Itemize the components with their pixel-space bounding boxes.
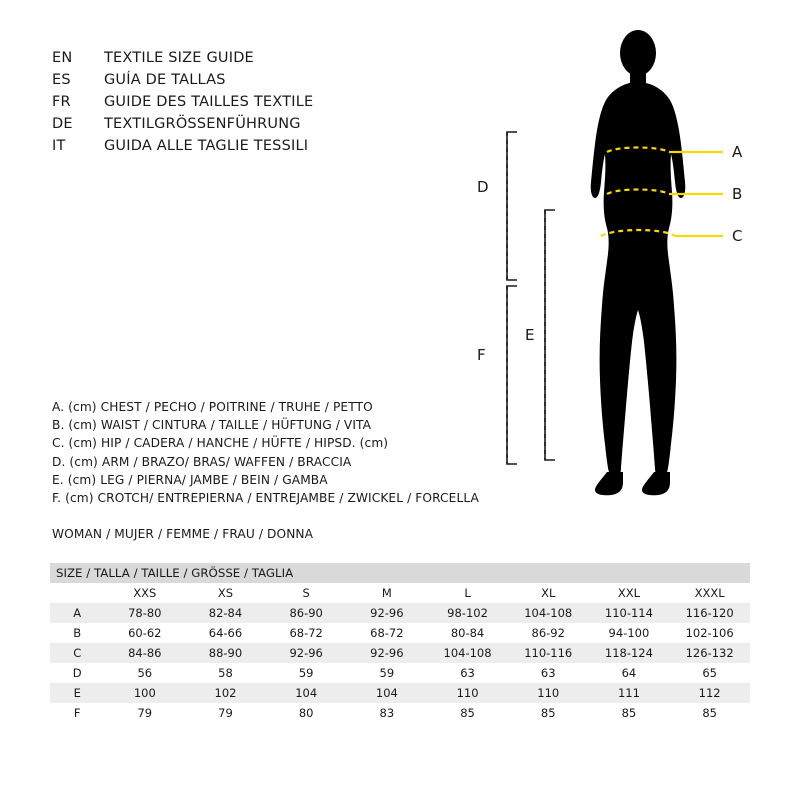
label-f: F xyxy=(477,346,486,364)
title-row-es xyxy=(52,72,472,94)
cell-c-s: 92-96 xyxy=(266,643,347,663)
column-xl: XL xyxy=(508,583,589,603)
cell-d-xxl: 64 xyxy=(589,663,670,683)
cell-a-xxxl: 116-120 xyxy=(669,603,750,623)
title-row-en xyxy=(52,50,472,72)
title-text-de: TEXTILGRÖSSENFÜHRUNG xyxy=(104,116,301,132)
size-table-wrap xyxy=(50,563,750,723)
cell-c-xxxl: 126-132 xyxy=(669,643,750,663)
cell-f-xxs: 79 xyxy=(104,703,185,723)
cell-f-xs: 79 xyxy=(185,703,266,723)
table-column-row xyxy=(50,583,750,603)
cell-f-l: 85 xyxy=(427,703,508,723)
cell-b-xxl: 94-100 xyxy=(589,623,670,643)
cell-e-m: 104 xyxy=(347,683,428,703)
cell-e-xxxl: 112 xyxy=(669,683,750,703)
legend-item-d: D. (cm) ARM / BRAZO/ BRAS/ WAFFEN / BRACCIA xyxy=(52,454,352,469)
cell-a-l: 98-102 xyxy=(427,603,508,623)
row-label-a: A xyxy=(50,603,104,623)
cell-f-s: 80 xyxy=(266,703,347,723)
cell-f-xxl: 85 xyxy=(589,703,670,723)
title-row-it xyxy=(52,138,472,160)
cell-d-xxxl: 65 xyxy=(669,663,750,683)
row-label-b: B xyxy=(50,623,104,643)
size-table xyxy=(50,563,750,723)
column-xxl: XXL xyxy=(589,583,670,603)
cell-e-l: 110 xyxy=(427,683,508,703)
cell-c-xxs: 84-86 xyxy=(104,643,185,663)
cell-e-xxl: 111 xyxy=(589,683,670,703)
cell-b-xs: 64-66 xyxy=(185,623,266,643)
table-row xyxy=(50,603,750,623)
cell-b-xl: 86-92 xyxy=(508,623,589,643)
title-block xyxy=(52,50,472,160)
table-header-row xyxy=(50,563,750,583)
column-xs: XS xyxy=(185,583,266,603)
legend-item-a: A. (cm) CHEST / PECHO / POITRINE / TRUHE / PETTO xyxy=(52,400,373,414)
cell-d-m: 59 xyxy=(347,663,428,683)
table-row xyxy=(50,643,750,663)
row-label-d: D xyxy=(50,663,104,683)
table-row xyxy=(50,623,750,643)
cell-b-s: 68-72 xyxy=(266,623,347,643)
title-lang-en: EN xyxy=(52,50,73,66)
cell-f-xl: 85 xyxy=(508,703,589,723)
cell-a-xs: 82-84 xyxy=(185,603,266,623)
cell-b-m: 68-72 xyxy=(347,623,428,643)
legend-subject: WOMAN / MUJER / FEMME / FRAU / DONNA xyxy=(52,527,314,542)
title-text-en: TEXTILE SIZE GUIDE xyxy=(104,50,254,66)
cell-e-xxs: 100 xyxy=(104,683,185,703)
legend-block xyxy=(52,400,512,541)
title-lang-fr: FR xyxy=(52,94,71,110)
cell-a-xl: 104-108 xyxy=(508,603,589,623)
legend-item-f: F. (cm) CROTCH/ ENTREPIERNA / ENTREJAMBE / ZWICKEL / FORCELLA xyxy=(52,490,479,505)
title-row-de xyxy=(52,116,472,138)
table-row xyxy=(50,663,750,683)
cell-b-l: 80-84 xyxy=(427,623,508,643)
cell-b-xxxl: 102-106 xyxy=(669,623,750,643)
row-label-e: E xyxy=(50,683,104,703)
label-d: D xyxy=(477,178,489,196)
cell-c-l: 104-108 xyxy=(427,643,508,663)
cell-b-xxs: 60-62 xyxy=(104,623,185,643)
label-c: C xyxy=(732,227,743,245)
label-a: A xyxy=(732,143,743,161)
cell-c-xl: 110-116 xyxy=(508,643,589,663)
cell-c-xxl: 118-124 xyxy=(589,643,670,663)
legend-item-b: B. (cm) WAIST / CINTURA / TAILLE / HÜFTUNG / VITA xyxy=(52,418,372,433)
cell-d-xl: 63 xyxy=(508,663,589,683)
column-xxs: XXS xyxy=(104,583,185,603)
label-e: E xyxy=(525,326,535,344)
cell-a-m: 92-96 xyxy=(347,603,428,623)
title-text-fr: GUIDE DES TAILLES TEXTILE xyxy=(104,94,314,110)
body-silhouette-icon xyxy=(591,30,686,495)
female-body-figure xyxy=(455,20,785,530)
column-l: L xyxy=(427,583,508,603)
column-m: M xyxy=(347,583,428,603)
title-text-es: GUÍA DE TALLAS xyxy=(104,72,226,88)
cell-a-xxs: 78-80 xyxy=(104,603,185,623)
column-xxxl: XXXL xyxy=(669,583,750,603)
vertical-brackets-icon xyxy=(507,132,555,464)
cell-e-xs: 102 xyxy=(185,683,266,703)
label-b: B xyxy=(732,185,743,203)
cell-d-xxs: 56 xyxy=(104,663,185,683)
cell-a-xxl: 110-114 xyxy=(589,603,670,623)
cell-d-s: 59 xyxy=(266,663,347,683)
title-text-it: GUIDA ALLE TAGLIE TESSILI xyxy=(104,138,309,154)
cell-f-m: 83 xyxy=(347,703,428,723)
legend-item-c: C. (cm) HIP / CADERA / HANCHE / HÜFTE / HIPSD. (cm) xyxy=(52,436,389,451)
cell-d-xs: 58 xyxy=(185,663,266,683)
column-corner-cell xyxy=(50,583,104,603)
row-label-f: F xyxy=(50,703,104,723)
cell-a-s: 86-90 xyxy=(266,603,347,623)
title-lang-de: DE xyxy=(52,116,73,132)
title-row-fr xyxy=(52,94,472,116)
cell-c-m: 92-96 xyxy=(347,643,428,663)
table-row xyxy=(50,683,750,703)
column-s: S xyxy=(266,583,347,603)
cell-e-xl: 110 xyxy=(508,683,589,703)
table-row xyxy=(50,703,750,723)
cell-d-l: 63 xyxy=(427,663,508,683)
legend-item-e: E. (cm) LEG / PIERNA/ JAMBE / BEIN / GAMBA xyxy=(52,472,328,487)
table-header-label: SIZE / TALLA / TAILLE / GRÖSSE / TAGLIA xyxy=(50,563,750,583)
cell-f-xxxl: 85 xyxy=(669,703,750,723)
row-label-c: C xyxy=(50,643,104,663)
title-lang-es: ES xyxy=(52,72,71,88)
cell-e-s: 104 xyxy=(266,683,347,703)
title-lang-it: IT xyxy=(52,138,66,154)
cell-c-xs: 88-90 xyxy=(185,643,266,663)
